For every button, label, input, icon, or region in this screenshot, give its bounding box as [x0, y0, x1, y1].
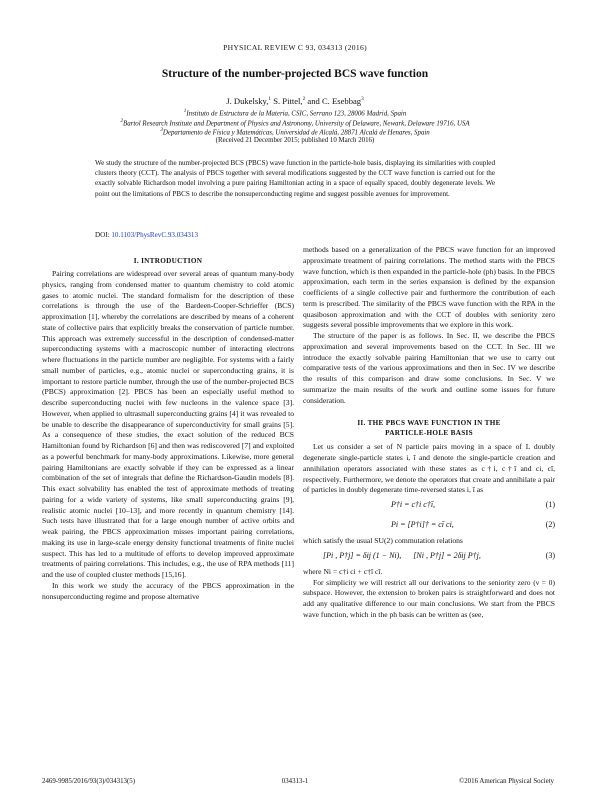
author-affil-mark: 1 [268, 96, 272, 103]
affil-text: Departamento de Física y Matemáticas, Universidad de Alcalá, 28871 Alcalá de Henares, Spain [162, 129, 430, 137]
doi-label: DOI: [95, 231, 112, 239]
author-list [0, 96, 590, 106]
paragraph: In this work we study the accuracy of the PBCS approximation in the nonsuperconducting regime and propose alternative [42, 580, 294, 601]
section-heading: PARTICLE-HOLE BASIS [385, 429, 473, 438]
paragraph: methods based on a generalization of the PBCS wave function for an improved approximate treatment of pairing correlations. The method starts with the PBCS wave function, which is then expanded in the particle-hole (ph) basis. In the PBCS approximation, each term in the series expansion is defined by the expansion coefficients of a single collective pair and furthermore the contribution of each term is prescribed. The similarity of the PBCS wave function with the RPA in the quasiboson approximation and with the CCT of doubles with seniority zero suggests several possible improvements that we explore in this work. [303, 245, 555, 330]
affil-text: Instituto de Estructura de la Materia, CSIC, Serrano 123, 28006 Madrid, Spain [186, 110, 407, 118]
affil-mark: 1 [183, 108, 187, 114]
paragraph: where Ni = c†i ci + c†ī cī. [303, 566, 383, 576]
author-affil-mark: 2 [302, 96, 306, 103]
journal-header: PHYSICAL REVIEW C 93, 034313 (2016) [223, 43, 367, 52]
paragraph: The structure of the paper is as follows. In Sec. II, we describe the PBCS approximation and several improvements based on the CCT. In Sec. III we introduce the exactly solvable pairing Hamiltonian that we use to carry out comparative tests of the various approximations and then in Sec. IV we describe the results of this comparison and draw some conclusions. In Sec. V we summarize the main results of the work and outline some issues for future consideration. [303, 331, 555, 405]
affil-text: Bartol Research Institute and Department of Physics and Astronomy, University of Delaware, Newark, Delaware 19716, USA [123, 119, 470, 127]
paragraph: Pairing correlations are widespread over several areas of quantum many-body physics, ranging from condensed matter to quantum chemistry to cold atomic gases to atomic nuclei. The standard formalism for the description of these correlations is through the use of the Bardeen-Cooper-Schrieffer (BCS) approximation [1], whereby the correlations are described by means of a coherent state of collective pairs that explicitly breaks the conservation of particle number. This approach was extremely successful in the description of condensed-matter superconducting systems with a macroscopic number of interacting electrons where fluctuations in the particle number are negligible. For systems with a fairly small number of particles, e.g., atomic nuclei or superconducting grains, it is important to restore particle number, through the use of the number-projected BCS (PBCS) approximation [2]. PBCS has been an especially useful method to describe superconducting nuclei with few nucleons in the valence space [3]. However, when applied to ultrasmall superconducting grains [4] it was revealed to be unable to describe the disappearance of superconductivity for small grains [5]. As a consequence of these studies, the exact solution of the reduced BCS Hamiltonian found by Richardson [6] and then was rediscovered [7] and exploited as a powerful benchmark for many-body approximations. Likewise, more general pairing Hamiltonians are exactly solvable if they can be expressed as a linear combination of the set of integrals that define the Richardson-Gaudin models [8]. This exact solvability has enabled the test of approximate methods of treating pairing for a wide variety of systems, like small superconducting grains [9], realistic atomic nuclei [10–13], and more recently in quantum chemistry [14]. Such tests have illustrated that for a large enough number of active orbits and weak pairing, the PBCS approximation misses important pairing correlations, making its use in large-scale energy density functional treatments of finite nuclei suspect. This has led to a multitude of efforts to develop improved approximate treatments of pairing correlations. This includes, e.g., the use of RPA methods [11] and the use of coupled cluster methods [15,16]. [42, 269, 294, 579]
equation-2 [303, 516, 555, 536]
author-name: S. Pittel, [271, 96, 303, 106]
affil-mark: 2 [120, 117, 124, 124]
abstract: We study the structure of the number-projected BCS (PBCS) wave function in the particle-hole basis, displaying its similarities with coupled clusters theory (CCT). The analysis of PBCS together with several modifications suggested by the CCT wave function is carried out for the exactly solvable Richardson model involving a pure pairing Hamiltonian acting in a space of equally spaced, doubly degenerate levels. We point out the limitations of PBCS to describe the nonsuperconducting regime and suggest possible avenues for improvement. [95, 159, 495, 198]
paper-title: Structure of the number-projected BCS wave function [161, 68, 429, 80]
doi-link[interactable]: 10.1103/PhysRevC.93.034313 [111, 231, 199, 239]
footer-copyright: ©2016 American Physical Society [459, 778, 554, 785]
author-name: and C. Esebbag [305, 96, 362, 106]
footer-page-number: 034313-1 [281, 778, 309, 785]
footer-issn: 2469-9985/2016/93(3)/034313(5) [42, 778, 136, 785]
right-column [303, 245, 555, 621]
received-dates: (Received 21 December 2015; published 10 March 2016) [215, 137, 375, 144]
section-heading: I. INTRODUCTION [133, 257, 203, 265]
equation-body: P†i = c†i c†ī, [391, 500, 436, 509]
paragraph: which satisfy the usual SU(2) commutation relations [303, 536, 463, 545]
equation-number: (2) [545, 520, 555, 529]
section-heading: II. THE PBCS WAVE FUNCTION IN THE [357, 419, 501, 428]
doi-line [95, 231, 198, 239]
equation-1 [303, 496, 555, 516]
equation-3 [303, 547, 555, 567]
affil-mark: 3 [160, 127, 163, 133]
left-column [42, 256, 294, 602]
author-name: J. Dukelsky, [226, 96, 269, 106]
equation-number: (1) [545, 500, 555, 509]
paragraph: For simplicity we will restrict all our derivations to the seniority zero (ν = 0) subspace. However, the extension to broken pairs is straightforward and does not add any qualitative difference to our main conclusions. We start from the PBCS wave function, which in the ph basis can be written as (see, [303, 577, 555, 619]
equation-body: Pi = [P†i]† = cī ci, [391, 520, 454, 529]
equation-number: (3) [545, 550, 555, 560]
equation-body: [Pi , P†j] = δij (1 − Ni), [Ni , P†j] = 2δij P†j, [323, 550, 481, 560]
author-affil-mark: 3 [361, 96, 364, 103]
paragraph: Let us consider a set of N particle pairs moving in a space of L doubly degenerate single-particle states i, ī and denote the single-particle creation and annihilation operators associated with these states as c†i, c†ī and ci, cī, respectively. Furthermore, we denote the operators that create and annihilate a pair of particles in doubly degenerate time-reversed states i, ī as [303, 442, 555, 495]
